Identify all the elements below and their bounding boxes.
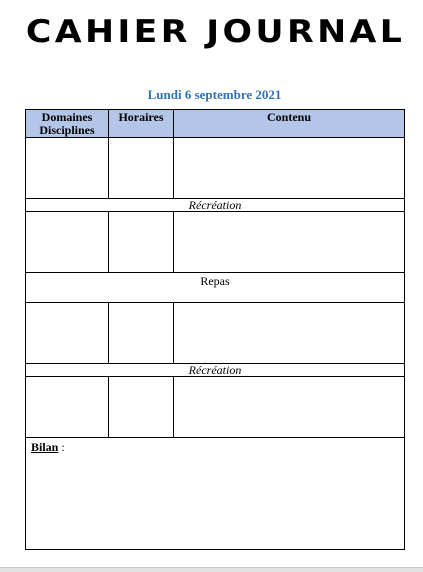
bilan-colon: : bbox=[58, 440, 65, 454]
page-bottom-edge bbox=[0, 567, 423, 572]
cell-horaires[interactable] bbox=[109, 138, 174, 199]
column-header-horaires: Horaires bbox=[109, 110, 174, 138]
table-header-row bbox=[26, 110, 405, 138]
journal-table bbox=[25, 109, 405, 550]
cell-domaines[interactable] bbox=[26, 138, 109, 199]
break-row bbox=[26, 364, 405, 377]
cell-horaires[interactable] bbox=[109, 303, 174, 364]
column-header-domaines: Domaines Disciplines bbox=[26, 110, 109, 138]
table-row bbox=[26, 212, 405, 273]
recreation-label: Récréation bbox=[26, 364, 405, 377]
bilan-cell[interactable] bbox=[26, 438, 405, 550]
cell-contenu[interactable] bbox=[174, 138, 405, 199]
page-title: CAHIER JOURNAL bbox=[25, 14, 406, 50]
recreation-label: Récréation bbox=[26, 199, 405, 212]
bilan-label: Bilan bbox=[31, 440, 59, 454]
column-header-contenu: Contenu bbox=[174, 110, 405, 138]
cell-contenu[interactable] bbox=[174, 377, 405, 438]
break-row bbox=[26, 199, 405, 212]
date-heading: Lundi 6 septembre 2021 bbox=[147, 87, 282, 102]
table-row bbox=[26, 303, 405, 364]
cell-domaines[interactable] bbox=[26, 303, 109, 364]
break-row bbox=[26, 273, 405, 303]
cell-contenu[interactable] bbox=[174, 212, 405, 273]
cell-contenu[interactable] bbox=[174, 303, 405, 364]
bilan-row bbox=[26, 438, 405, 550]
repas-label: Repas bbox=[26, 273, 405, 303]
cell-horaires[interactable] bbox=[109, 377, 174, 438]
table-row bbox=[26, 377, 405, 438]
cell-horaires[interactable] bbox=[109, 212, 174, 273]
table-row bbox=[26, 138, 405, 199]
cell-domaines[interactable] bbox=[26, 377, 109, 438]
cell-domaines[interactable] bbox=[26, 212, 109, 273]
